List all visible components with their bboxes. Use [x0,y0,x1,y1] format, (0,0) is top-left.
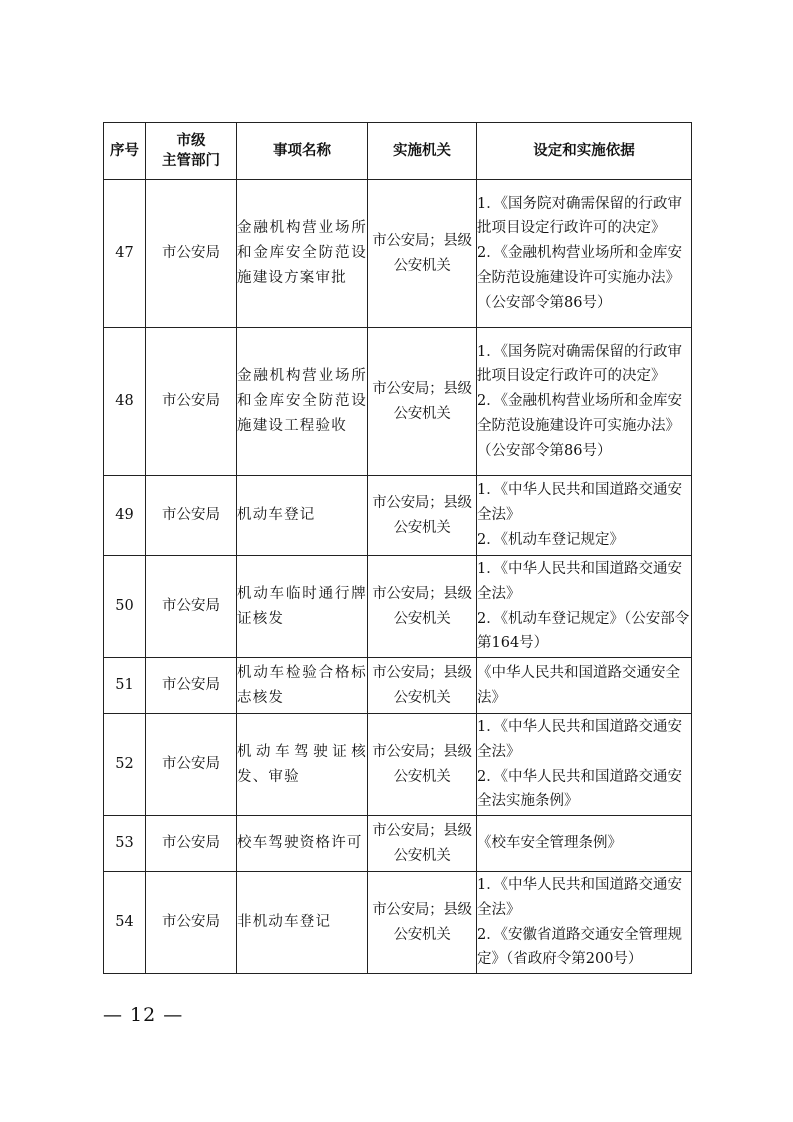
header-name: 事项名称 [237,123,368,180]
row-dept: 市公安局 [146,714,237,816]
row-agency [368,476,477,556]
row-agency [368,816,477,872]
row-item-name: 非机动车登记 [237,872,368,974]
basis-line: 2．《金融机构营业场所和金库安全防范设施建设许可实施办法》（公安部令第86号） [477,245,682,311]
table-row [104,476,692,556]
row-seq: 52 [104,714,146,816]
row-item-name: 机动车检验合格标志核发 [237,658,368,714]
basis-line: 2．《机动车登记规定》（公安部令第164号） [477,610,690,652]
basis-line: 《校车安全管理条例》 [477,835,622,852]
agency-line: 公安机关 [393,405,451,422]
header-dept-line1: 市级 [176,132,206,149]
row-dept: 市公安局 [146,328,237,476]
agency-line: 公安机关 [393,847,451,864]
table-row [104,328,692,476]
row-basis [477,180,692,328]
table-row [104,658,692,714]
agency-line: 市公安局；县级 [372,494,472,511]
row-basis [477,816,692,872]
row-dept: 市公安局 [146,476,237,556]
row-dept: 市公安局 [146,556,237,658]
row-item-name: 机动车登记 [237,476,368,556]
agency-line: 公安机关 [393,768,451,785]
basis-line: 2．《机动车登记规定》 [477,531,624,548]
row-agency [368,328,477,476]
agency-line: 市公安局；县级 [372,664,472,681]
header-basis: 设定和实施依据 [477,123,692,180]
agency-line: 市公安局；县级 [372,901,472,918]
agency-line: 市公安局；县级 [372,822,472,839]
row-agency [368,556,477,658]
agency-line: 市公安局；县级 [372,232,472,249]
basis-line: 1．《中华人民共和国道路交通安全法》 [477,482,682,524]
row-agency [368,714,477,816]
row-dept: 市公安局 [146,816,237,872]
row-seq: 53 [104,816,146,872]
basis-line: 1．《国务院对确需保留的行政审批项目设定行政许可的决定》 [477,343,682,385]
row-agency [368,872,477,974]
row-item-name: 机动车驾驶证核发、审验 [237,714,368,816]
row-item-name: 金融机构营业场所和金库安全防范设施建设方案审批 [237,180,368,328]
row-basis [477,872,692,974]
basis-line: 1．《中华人民共和国道路交通安全法》 [477,560,682,602]
header-agency: 实施机关 [368,123,477,180]
basis-line: 2．《中华人民共和国道路交通安全法实施条例》 [477,768,682,810]
table-row [104,816,692,872]
row-agency [368,658,477,714]
agency-line: 公安机关 [393,689,451,706]
row-basis [477,658,692,714]
agency-line: 市公安局；县级 [372,585,472,602]
header-dept [146,123,237,180]
basis-line: 《中华人民共和国道路交通安全法》 [477,664,680,706]
agency-line: 公安机关 [393,926,451,943]
table-header-row [104,123,692,180]
agency-line: 公安机关 [393,610,451,627]
row-seq: 54 [104,872,146,974]
table-row [104,556,692,658]
row-seq: 51 [104,658,146,714]
agency-line: 公安机关 [393,519,451,536]
row-seq: 49 [104,476,146,556]
row-seq: 47 [104,180,146,328]
row-dept: 市公安局 [146,180,237,328]
row-item-name: 机动车临时通行牌证核发 [237,556,368,658]
row-seq: 50 [104,556,146,658]
row-dept: 市公安局 [146,872,237,974]
row-basis [477,476,692,556]
row-basis [477,328,692,476]
row-basis [477,714,692,816]
basis-line: 1．《中华人民共和国道路交通安全法》 [477,876,682,918]
table-row [104,180,692,328]
items-table [103,122,692,974]
page-number: — 12 — [103,1004,184,1026]
agency-line: 市公安局；县级 [372,380,472,397]
row-basis [477,556,692,658]
row-item-name: 校车驾驶资格许可 [237,816,368,872]
row-seq: 48 [104,328,146,476]
basis-line: 2．《安徽省道路交通安全管理规定》（省政府令第200号） [477,926,682,968]
basis-line: 1．《国务院对确需保留的行政审批项目设定行政许可的决定》 [477,195,682,237]
basis-line: 1．《中华人民共和国道路交通安全法》 [477,718,682,760]
table-row [104,872,692,974]
agency-line: 市公安局；县级 [372,743,472,760]
row-dept: 市公安局 [146,658,237,714]
header-seq: 序号 [104,123,146,180]
table-row [104,714,692,816]
row-agency [368,180,477,328]
basis-line: 2．《金融机构营业场所和金库安全防范设施建设许可实施办法》（公安部令第86号） [477,393,682,459]
header-dept-line2: 主管部门 [162,152,220,169]
row-item-name: 金融机构营业场所和金库安全防范设施建设工程验收 [237,328,368,476]
agency-line: 公安机关 [393,257,451,274]
